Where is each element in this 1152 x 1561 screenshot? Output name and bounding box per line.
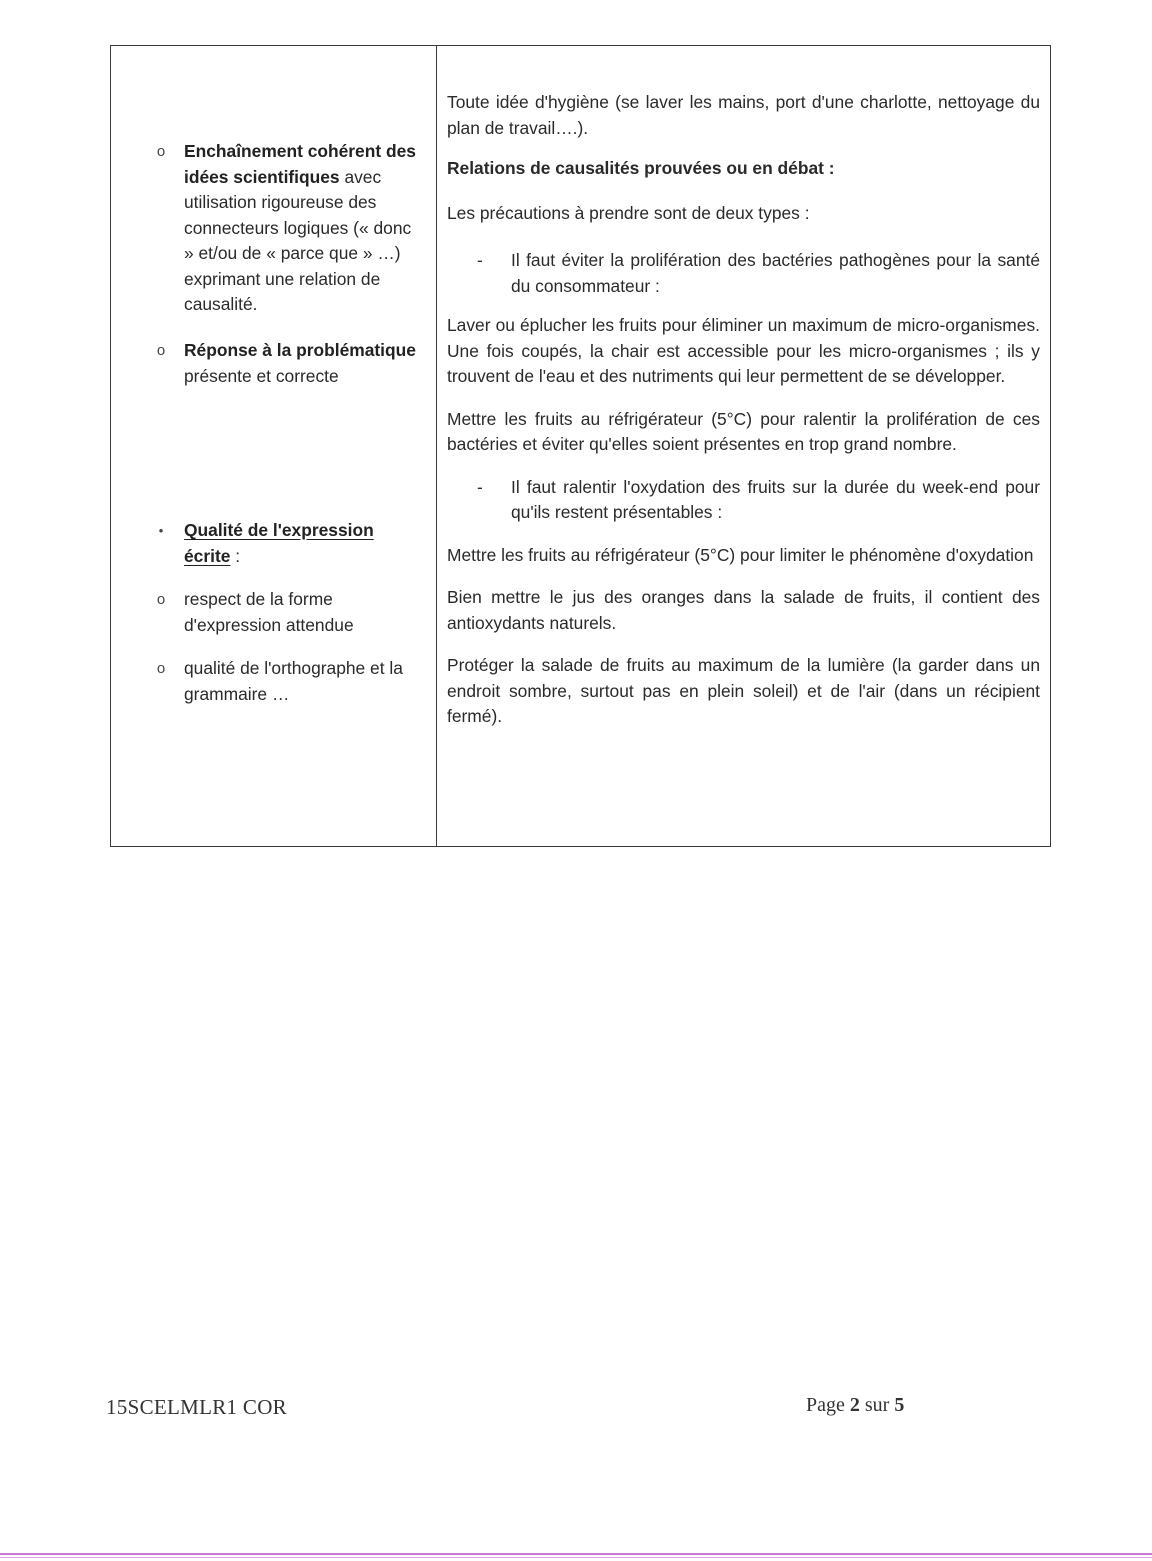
criterion-reponse [111, 338, 429, 389]
criterion-text: qualité de l'orthographe et la grammaire … [184, 658, 403, 704]
paragraph-intro: Les précautions à prendre sont de deux types : [447, 202, 810, 223]
paragraph-proteger: Protéger la salade de fruits au maximum de la lumière (la garder dans un endroit sombre, surtout pas en plein soleil) et de l'air (dans un récipient fermé). [447, 655, 1040, 726]
page-sur: sur [864, 1394, 890, 1416]
circle-bullet-icon: o [156, 660, 166, 677]
paragraph-frigo-bacteries: Mettre les fruits au réfrigérateur (5°C) pour ralentir la prolifération de ces bactéries et éviter qu'elles soient présentes en trop grand nombre. [447, 408, 1040, 454]
list-item-bacteries [447, 248, 1040, 299]
page-word: Page [806, 1394, 845, 1416]
list-item-text: Il faut éviter la prolifération des bactéries pathogènes pour la santé du consommateur : [511, 250, 1040, 296]
page-number [806, 1394, 904, 1417]
paragraph-frigo-oxydation: Mettre les fruits au réfrigérateur (5°C) pour limiter le phénomène d'oxydation [447, 544, 1034, 565]
bottom-border-line [0, 1553, 1152, 1555]
criterion-text: respect de la forme d'expression attendue [184, 589, 354, 635]
answer-column [437, 46, 1050, 846]
criterion-text: présente et correcte [184, 365, 339, 386]
list-item-text: Il faut ralentir l'oxydation des fruits sur la durée du week-end pour qu'ils restent présentables : [511, 476, 1040, 522]
page-total: 5 [894, 1394, 905, 1416]
document-code: 15SCELMLR1 COR [106, 1395, 287, 1419]
dash-bullet-icon: - [477, 250, 483, 270]
paragraph-laver: Laver ou éplucher les fruits pour éliminer un maximum de micro-organismes. Une fois coupés, la chair est accessible pour les micro-organismes ; ils y trouvent de l'eau et des nutriments qui leur permettent de se développer. [447, 315, 1040, 386]
criterion-text: : [230, 545, 241, 566]
list-item-oxydation [447, 475, 1040, 526]
paragraph-hygiene: Toute idée d'hygiène (se laver les mains, port d'une charlotte, nettoyage du plan de travail….). [447, 92, 1040, 138]
criteria-column [111, 46, 437, 846]
criterion-bold-text: Réponse à la problématique [184, 340, 416, 360]
criterion-expression [111, 518, 429, 569]
page-current: 2 [849, 1394, 860, 1416]
circle-bullet-icon: o [156, 342, 166, 359]
circle-bullet-icon: o [156, 591, 166, 608]
criterion-forme [111, 587, 429, 638]
circle-bullet-icon: o [156, 143, 166, 160]
criterion-bold-text: Enchaînement cohérent des idées scientifiques [184, 141, 416, 187]
criterion-underlined-text: Qualité de l'expression écrite [184, 520, 374, 566]
criterion-coherence [111, 139, 429, 318]
disc-bullet-icon: • [158, 523, 164, 538]
paragraph-jus: Bien mettre le jus des oranges dans la salade de fruits, il contient des antioxydants naturels. [447, 587, 1040, 633]
bottom-border-line-secondary [0, 1557, 1152, 1558]
dash-bullet-icon: - [477, 476, 483, 497]
section-heading: Relations de causalités prouvées ou en débat : [447, 158, 835, 178]
criterion-text: avec utilisation rigoureuse des connecteurs logiques (« donc » et/ou de « parce que » …) exprimant une relation de causalité. [184, 166, 412, 314]
grading-table [110, 45, 1051, 847]
criterion-orthographe [111, 656, 429, 707]
